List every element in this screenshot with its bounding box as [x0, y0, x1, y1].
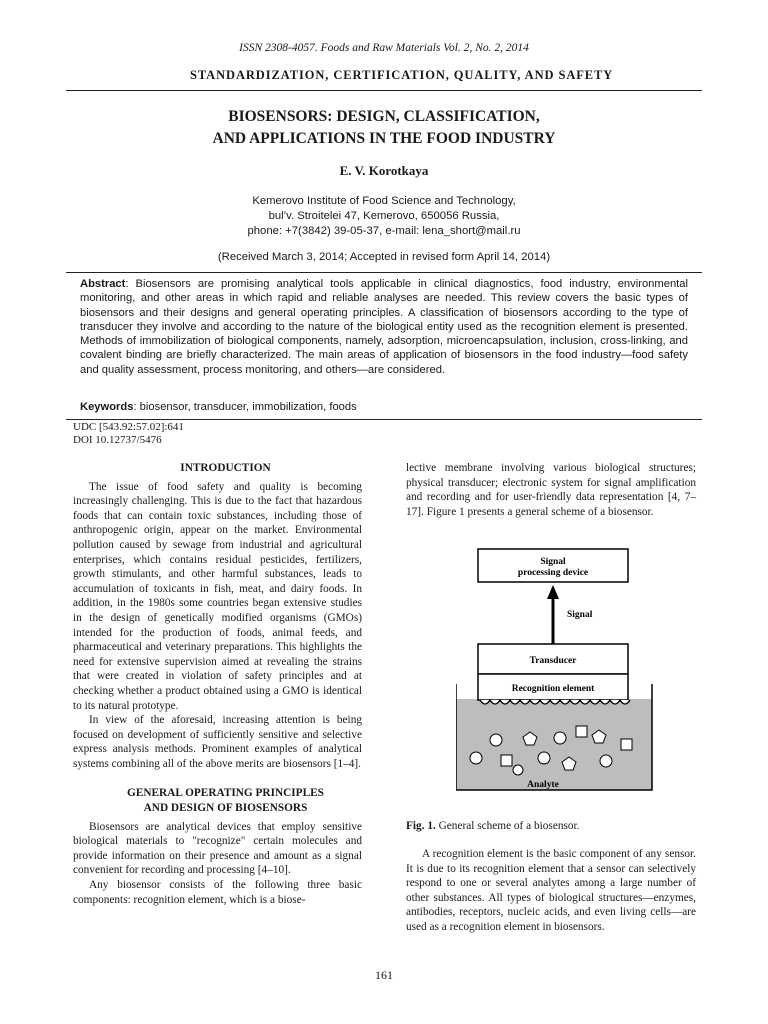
signal-processing-device-label-1: Signal — [540, 557, 566, 567]
recognition-element-paragraph: A recognition element is the basic component of any sensor. It is due to its recognition element that a sensor can selectively respond to one or several analytes among a large number of other substances. All types of biological structures—enzymes, antibodies, receptors, nucleic acids, and even living cells—are used as a recognition element in biosensors. — [406, 848, 696, 933]
analyte-molecule — [490, 734, 502, 746]
keywords-label: Keywords — [80, 401, 134, 413]
keywords-rule — [66, 419, 702, 420]
keywords — [80, 401, 688, 413]
doi: DOI 10.12737/5476 — [73, 434, 162, 446]
abstract-rule — [66, 272, 702, 273]
abstract-text: : Biosensors are promising analytical tools applicable in clinical diagnostics, food industry, environmental monitoring, and other areas in which rapid and reliable analyses are needed. This review covers the basic types of biosensors and their designs and general operating principles. A classification of biosensors according to the type of transducer they involve and according to the nature of the biological entity used as the recognition element is presented. Methods of immobilization of biological components, namely, adsorption, microencapsulation, inclusion, cross-linking, and covalent binding are briefly characterized. The main areas of application of biosensors in the food industry—food safety and quality assessment, process monitoring, and others—are considered. — [80, 278, 688, 376]
introduction-paragraph-2: In view of the aforesaid, increasing attention is being focused on development of sufficiently sensitive and selective express analysis methods. Prominent examples of analytical systems combining all of the above merits are biosensors [1–4]. — [73, 714, 362, 770]
general-section-paragraph-1: Biosensors are analytical devices that employ sensitive biological materials to "recognize" certain molecules and provide information on their presence and amount as a signal convenient for recording and processing [4–10]. — [73, 820, 362, 877]
analyte-molecule — [600, 755, 612, 767]
author-name: E. V. Korotkaya — [339, 163, 429, 178]
analyte-molecule — [576, 726, 587, 737]
signal-arrow-label: Signal — [567, 610, 593, 620]
right-column-bottom — [406, 847, 696, 935]
right-column-paragraph-continued: lective membrane involving various biological structures; physical transducer; electronic system for signal amplification and recording and for user-friendly data representation [4, 7–17]. Figure 1 presents a general scheme of a biosensor. — [406, 462, 696, 518]
introduction-paragraph-1: The issue of food safety and quality is becoming increasingly challenging. This is due to the fact that hazardous foods that can contain toxic substances, including those of anthropogenic origin, appear on the market. Environmental pollution caused by sewage from industrial and agricultural enterprises, which contains residual pesticides, fertilizers, growth stimulants, and other harmful substances, leads to accumulation of toxicants in fish, meat, and dairy foods. In addition, in the 1980s some countries began extensive studies in the design of genetically modified organisms (GMOs) intended for the production of foods, animal feeds, and pharmaceutical and veterinary preparations. This highlights the need for extensive supervision aimed at revealing the strains that were created in violation of safety principles and at checking whether a product obtained using a GMO is identical to its natural prototype. — [73, 480, 362, 712]
general-section-paragraph-2: Any biosensor consists of the following three basic components: recognition element, which is a biose- — [73, 879, 362, 906]
page-number: 161 — [375, 968, 393, 982]
analyte-molecule — [554, 732, 566, 744]
udc-code: UDC [543.92:57.02]:641 — [73, 421, 184, 433]
introduction-heading: INTRODUCTION — [180, 462, 271, 474]
analyte-molecule — [621, 739, 632, 750]
abstract-label: Abstract — [80, 278, 126, 290]
journal-header: ISSN 2308-4057. Foods and Raw Materials Vol. 2, No. 2, 2014 — [239, 42, 529, 54]
left-column — [73, 461, 362, 907]
abstract — [80, 277, 688, 377]
general-section-heading-line-2: AND DESIGN OF BIOSENSORS — [143, 802, 308, 815]
section-heading: STANDARDIZATION, CERTIFICATION, QUALITY, AND SAFETY — [190, 68, 614, 82]
analyte-label: Analyte — [527, 780, 559, 790]
affiliation-line-2: bul’v. Stroitelei 47, Kemerovo, 650056 Russia, — [268, 210, 500, 222]
signal-processing-device-label-2: processing device — [517, 568, 589, 578]
paper-title-line-1: BIOSENSORS: DESIGN, CLASSIFICATION, — [228, 108, 540, 125]
keywords-text: : biosensor, transducer, immobilization, foods — [133, 401, 357, 413]
affiliation-line-1: Kemerovo Institute of Food Science and Technology, — [252, 195, 516, 207]
transducer-label: Transducer — [529, 656, 577, 666]
figure-caption-label: Fig. 1. — [406, 820, 436, 832]
figure-caption-text: General scheme of a biosensor. — [435, 820, 580, 832]
biosensor-scheme-figure — [456, 544, 666, 794]
header-rule — [66, 90, 702, 91]
analyte-molecule — [538, 752, 550, 764]
affiliation-line-3: phone: +7(3842) 39-05-37, e-mail: lena_short@mail.ru — [247, 225, 521, 237]
right-column-top — [406, 461, 696, 519]
signal-arrow-head — [547, 585, 559, 599]
paper-title-line-2: AND APPLICATIONS IN THE FOOD INDUSTRY — [212, 130, 556, 147]
analyte-molecule — [501, 755, 512, 766]
recognition-element-label: Recognition element — [511, 684, 595, 694]
receptor-sites — [480, 700, 630, 704]
general-section-heading-line-1: GENERAL OPERATING PRINCIPLES — [127, 787, 324, 800]
figure-caption — [406, 820, 579, 832]
analyte-molecule — [470, 752, 482, 764]
received-dates: (Received March 3, 2014; Accepted in revised form April 14, 2014) — [217, 251, 551, 263]
analyte-molecule — [513, 765, 523, 775]
